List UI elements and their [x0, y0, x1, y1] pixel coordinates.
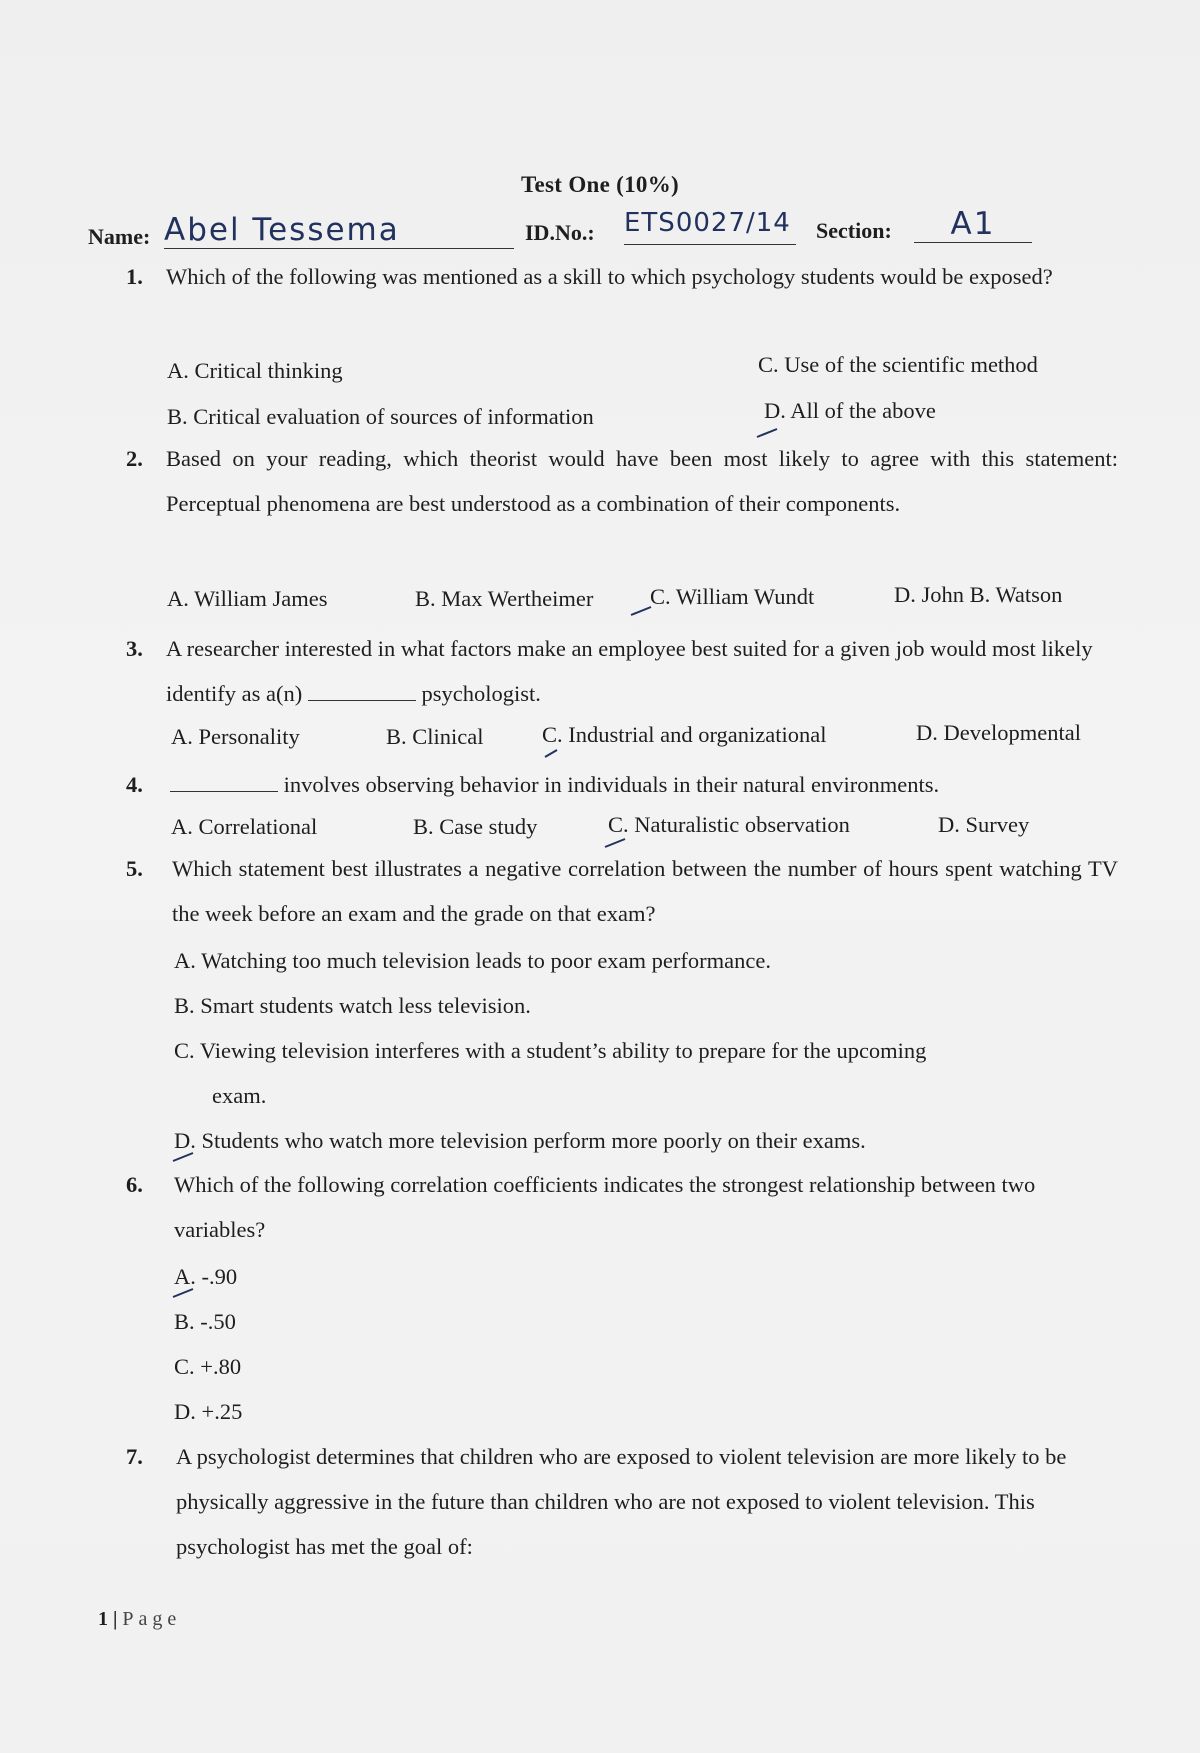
q6-option-b[interactable]: B. -.50 — [174, 1309, 236, 1334]
answer-blank[interactable] — [308, 682, 416, 701]
student-header — [88, 206, 1088, 256]
question-5 — [126, 846, 1118, 936]
question-number: 1. — [126, 264, 143, 289]
question-3 — [126, 626, 1118, 716]
question-text: A psychologist determines that children who are exposed to violent television are more likely to be physically aggressive in the future than children who are not exposed to violent television. This psychologist has met the goal of: — [176, 1444, 1067, 1559]
question-number: 5. — [126, 856, 143, 881]
q6-option-d[interactable]: D. +.25 — [174, 1399, 243, 1424]
question-1 — [126, 254, 1118, 299]
section-label: Section: — [816, 218, 892, 243]
question-text: Which of the following was mentioned as a skill to which psychology students would be exposed? — [166, 264, 1053, 289]
q6-option-a[interactable]: A. -.90 — [174, 1264, 238, 1289]
q5-option-c-continued: exam. — [212, 1083, 267, 1108]
question-text — [170, 762, 1118, 807]
q4-option-b[interactable]: B. Case study — [413, 814, 538, 839]
q4-option-a[interactable]: A. Correlational — [171, 814, 318, 839]
question-7 — [126, 1434, 1118, 1569]
answer-tick-mark — [172, 1288, 194, 1298]
question-number: 2. — [126, 446, 143, 471]
q3-option-d[interactable]: D. Developmental — [916, 720, 1081, 745]
question-text: Which of the following correlation coefficients indicates the strongest relationship between two variables? — [174, 1172, 1036, 1242]
question-number: 6. — [126, 1172, 143, 1197]
name-label: Name: — [88, 224, 151, 249]
id-field[interactable]: ETS0027/14 — [624, 208, 796, 245]
q1-option-b[interactable]: B. Critical evaluation of sources of information — [167, 404, 594, 429]
id-label: ID.No.: — [525, 220, 595, 245]
q5-option-c[interactable]: C. Viewing television interferes with a student’s ability to prepare for the upcoming — [174, 1038, 927, 1063]
q1-option-d[interactable]: D. All of the above — [764, 398, 936, 423]
q6-option-c[interactable]: C. +.80 — [174, 1354, 242, 1379]
question-number: 7. — [126, 1444, 143, 1469]
question-number: 3. — [126, 636, 143, 661]
question-2 — [126, 436, 1118, 526]
q1-option-a[interactable]: A. Critical thinking — [167, 358, 343, 383]
page-word: Page — [122, 1608, 182, 1630]
q1-option-c[interactable]: C. Use of the scientific method — [758, 352, 1038, 377]
q5-option-a[interactable]: A. Watching too much television leads to poor exam performance. — [174, 948, 771, 973]
q5-option-b[interactable]: B. Smart students watch less television. — [174, 993, 531, 1018]
q3-option-c[interactable]: C. Industrial and organizational — [542, 722, 827, 747]
answer-tick-mark — [630, 606, 652, 616]
page-number: 1 — [98, 1608, 108, 1630]
question-text-after: psychologist. — [415, 681, 541, 706]
q4-option-d[interactable]: D. Survey — [938, 812, 1030, 837]
q5-option-d[interactable]: D. Students who watch more television perform more poorly on their exams. — [174, 1128, 866, 1153]
question-text: Which statement best illustrates a negative correlation between the number of hours spent watching TV the week before an exam and the grade on that exam? — [172, 856, 1118, 926]
q2-option-c[interactable]: C. William Wundt — [650, 584, 815, 609]
q2-option-d[interactable]: D. John B. Watson — [894, 582, 1063, 607]
q3-option-a[interactable]: A. Personality — [171, 724, 300, 749]
q2-option-a[interactable]: A. William James — [167, 586, 328, 611]
question-number: 4. — [126, 772, 143, 797]
answer-tick-mark — [172, 1152, 194, 1162]
section-field[interactable]: A1 — [914, 206, 1032, 243]
page-title: Test One (10%) — [521, 172, 679, 197]
question-text: Based on your reading, which theorist would have been most likely to agree with this statement: Perceptual phenomena are best understood as a combination of their components. — [166, 446, 1118, 516]
q2-option-b[interactable]: B. Max Wertheimer — [415, 586, 594, 611]
question-4 — [126, 762, 1118, 807]
footer-separator: | — [113, 1608, 118, 1630]
q4-option-c[interactable]: C. Naturalistic observation — [608, 812, 850, 837]
answer-tick-mark — [544, 748, 558, 758]
q3-option-b[interactable]: B. Clinical — [386, 724, 484, 749]
question-text — [166, 626, 1118, 716]
question-6 — [126, 1162, 1118, 1252]
name-field[interactable]: Abel Tessema — [164, 212, 514, 249]
question-text-before: A researcher interested in what factors make an employee best suited for a given job would most likely identify as a(n) — [166, 636, 1093, 706]
page-footer — [98, 1608, 181, 1631]
answer-blank[interactable] — [170, 773, 278, 792]
question-text-after: involves observing behavior in individuals in their natural environments. — [278, 772, 940, 797]
